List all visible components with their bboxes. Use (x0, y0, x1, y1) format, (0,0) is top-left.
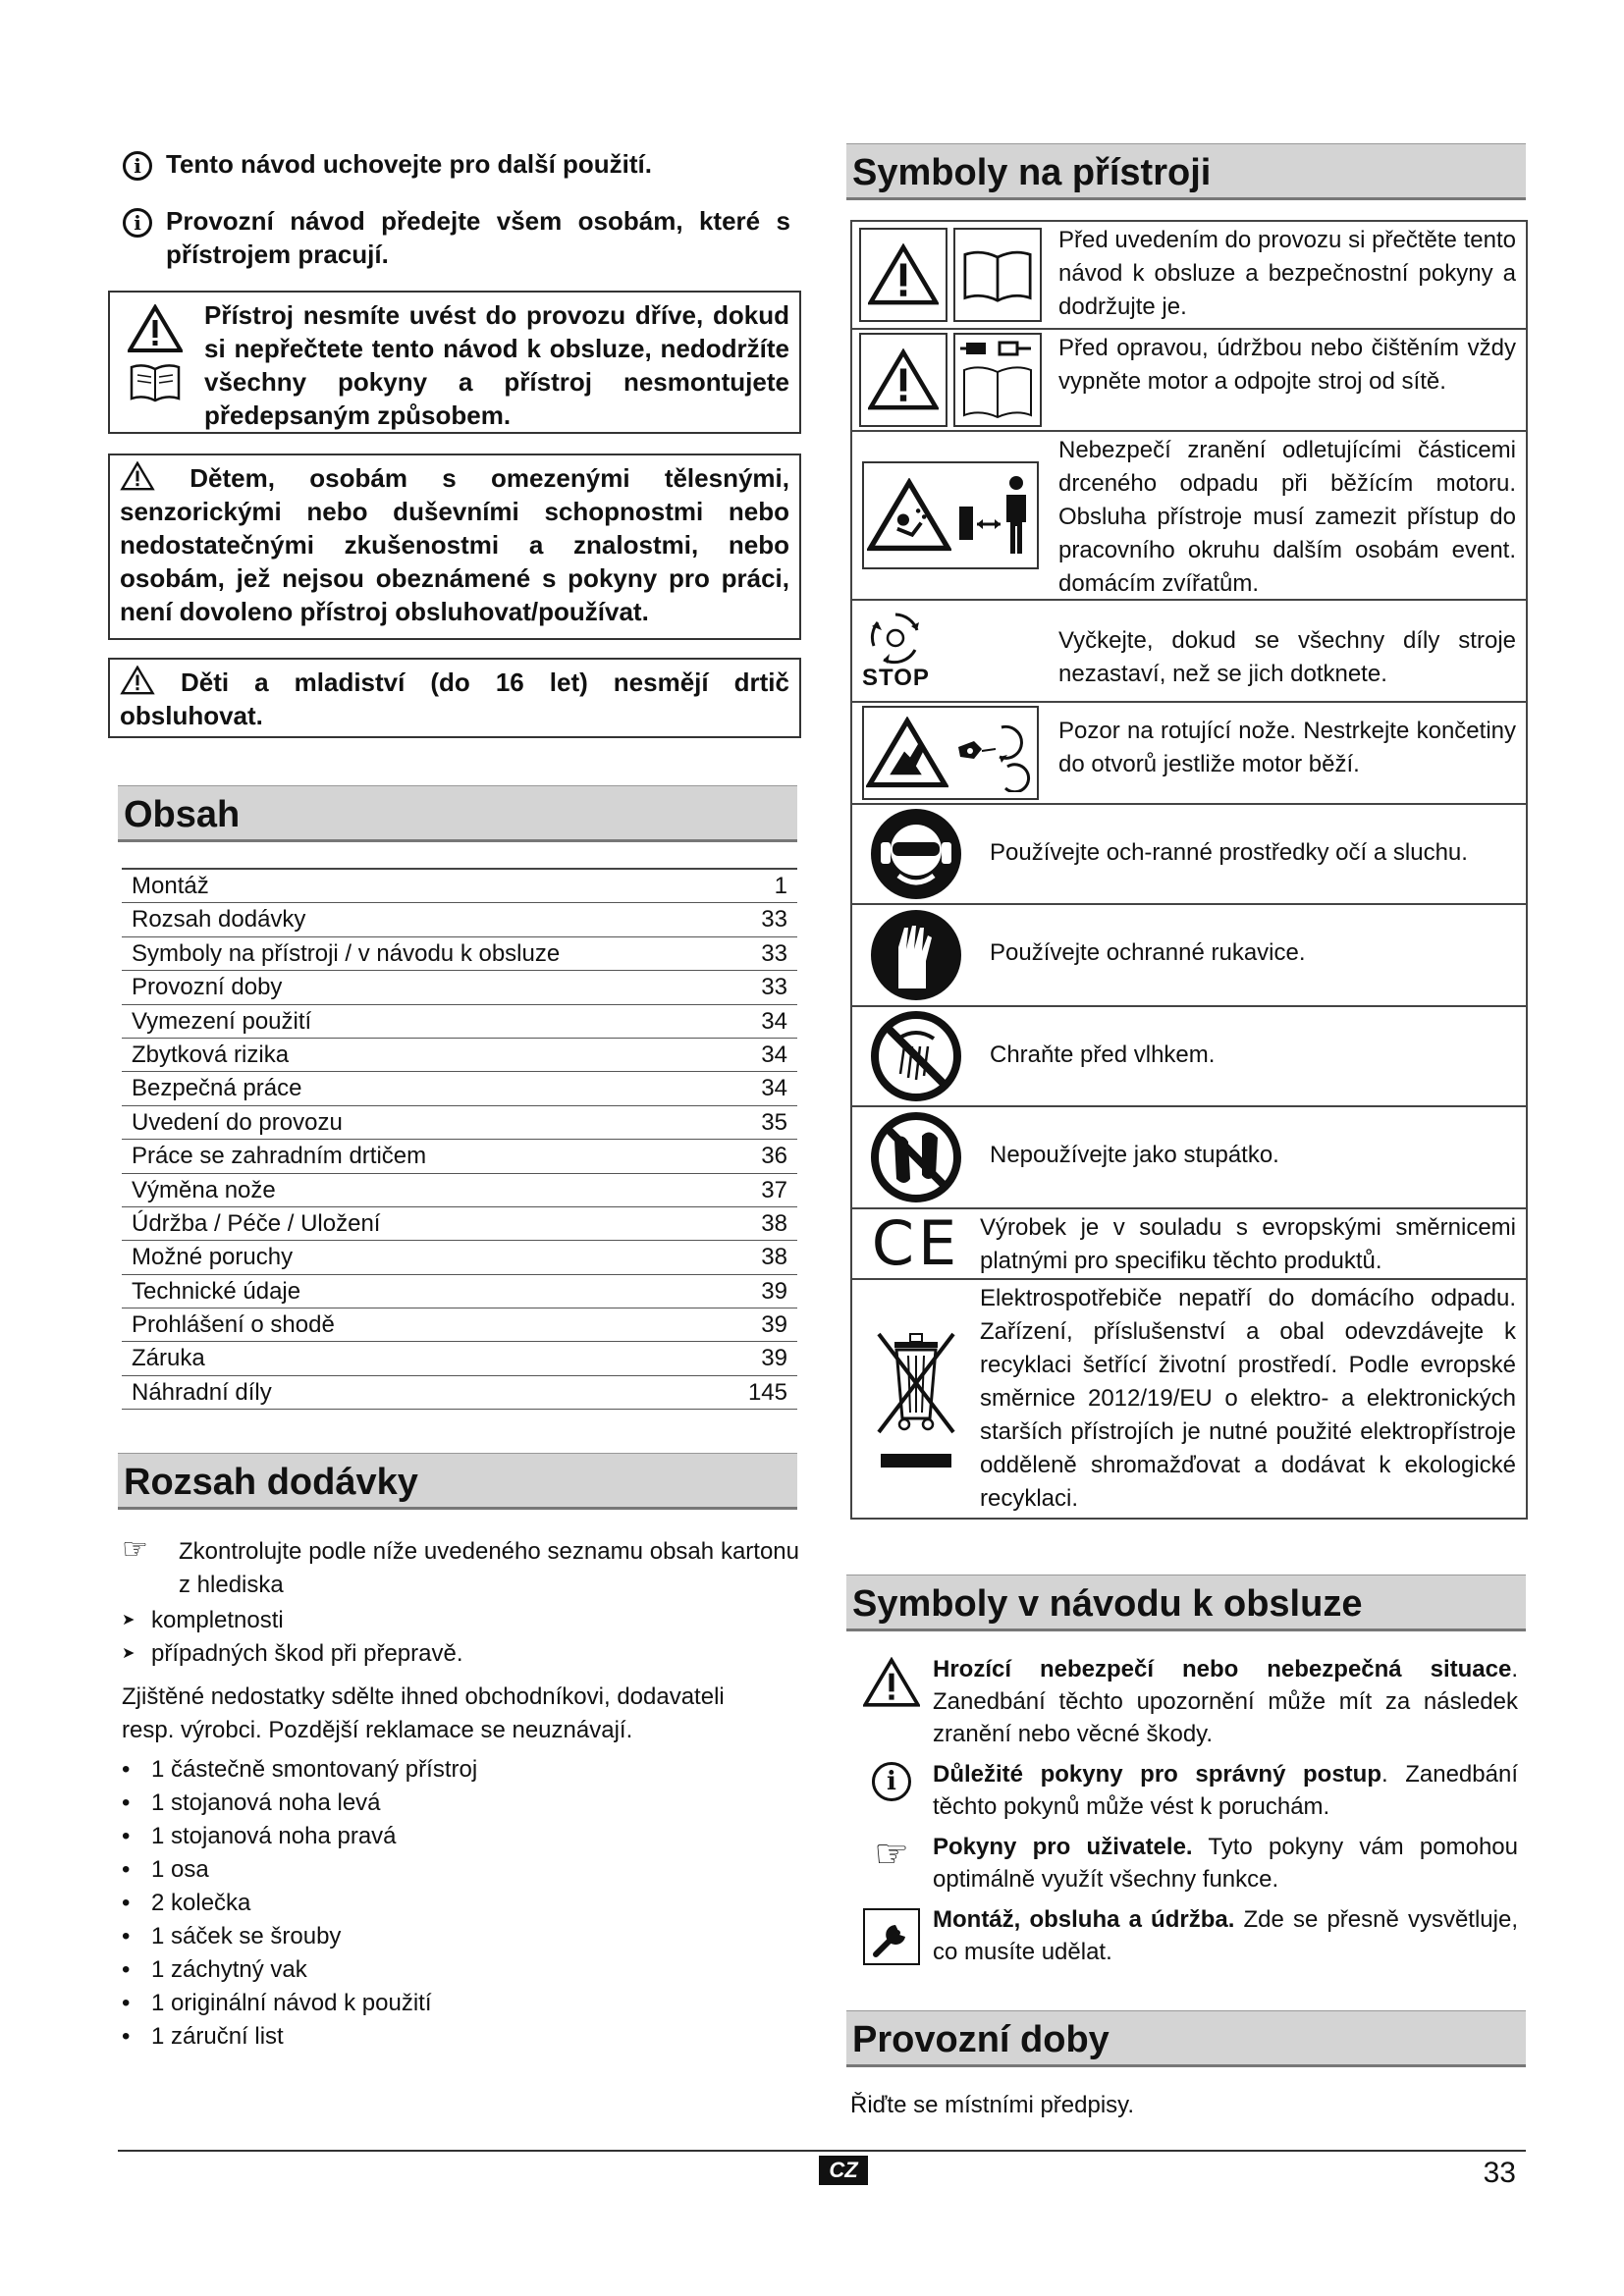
manual-symbol-user-tips: ☞ Pokyny pro uživatele. Tyto pokyny vám pomohou optimálně využít všechny funkce. (850, 1831, 1518, 1896)
symbols-device-table (850, 220, 1528, 1520)
toc-row[interactable]: Záruka 39 (122, 1342, 797, 1375)
toc-row[interactable]: Symboly na přístroji / v návodu k obsluze 33 (122, 937, 797, 971)
warning-triangle-icon (128, 304, 183, 353)
book-icon (128, 361, 183, 402)
warning-minors-text: Děti a mladiství (do 16 let) nesmějí drtič obsluhovat. (120, 667, 789, 730)
toc-row[interactable]: Provozní doby 33 (122, 971, 797, 1004)
symbol-row-moisture: Chraňte před vlhkem. (852, 1007, 1526, 1107)
flying-debris-warning-icon (867, 478, 951, 553)
list-item: • 1 záruční list (122, 2023, 284, 2050)
gloves-icon (869, 908, 963, 1002)
symbol-row-wait-stop: STOP Vyčkejte, dokud se všechny díly stroje nezastaví, než se jich dotknete. (852, 601, 1526, 703)
toc-row[interactable]: Montáž 1 (122, 870, 797, 903)
footer-divider (118, 2150, 1526, 2152)
page-number: 33 (1483, 2157, 1516, 2189)
country-flag-badge: CZ (819, 2156, 868, 2185)
book-icon (959, 246, 1036, 303)
manual-symbol-assembly: Montáž, obsluha a údržba. Zde se přesně vysvětluje, co musíte udělat. (850, 1903, 1518, 1968)
pointing-hand-icon: ☞ (874, 1833, 909, 1876)
list-item: • 1 stojanová noha pravá (122, 1823, 397, 1849)
list-item: ➤ kompletnosti (122, 1604, 789, 1637)
symbol-row-read-manual: Před uvedením do provozu si přečtěte tento návod k obsluze a bezpečnostní pokyny a dodržujte je. (852, 222, 1526, 330)
symbols-manual-list (850, 1653, 1518, 1976)
pointing-hand-icon: ☞ (122, 1533, 148, 1566)
warning-children-persons-text: Dětem, osobám s omezenými tělesnými, senzorickými nebo duševními schopnostmi nebo nedostatečnými zkušenostmi a znalostmi, nebo osobám, jež nejsou obeznámené s pokyny pro práci, není dovoleno přístroj obsluhovat/používat. (120, 463, 789, 626)
section-heading-symbols-manual: Symboly v návodu k obsluze (846, 1575, 1526, 1631)
keep-distance-person-icon (955, 471, 1034, 560)
stop-label: STOP (862, 665, 930, 691)
note-pass-manual: i Provozní návod předejte všem osobám, které s přístrojem pracují. (123, 204, 790, 271)
section-heading-obsah: Obsah (118, 785, 797, 842)
section-heading-provozni-doby: Provozní doby (846, 2010, 1526, 2067)
delivery-items-list (122, 1753, 789, 2054)
symbol-row-no-step: Nepoužívejte jako stupátko. (852, 1107, 1526, 1209)
toc-row[interactable]: Technické údaje 39 (122, 1275, 797, 1308)
info-icon: i (123, 151, 152, 181)
list-item: • 1 částečně smontovaný přístroj (122, 1756, 478, 1783)
list-item: • 1 originální návod k použití (122, 1990, 432, 2016)
symbol-row-unplug: Před opravou, údržbou nebo čištěním vždy vypněte motor a odpojte stroj od sítě. (852, 330, 1526, 432)
note-keep-manual: i Tento návod uchovejte pro další použití. (123, 147, 790, 181)
symbol-row-rotating-blades: Pozor na rotující nože. Nestrkejte končetiny do otvorů jestliže motor běží. (852, 703, 1526, 805)
warning-triangle-icon (868, 243, 939, 306)
list-item: • 1 stojanová noha levá (122, 1789, 381, 1816)
toc-row[interactable]: Zbytková rizika 34 (122, 1039, 797, 1072)
toc-row[interactable]: Uvedení do provozu 35 (122, 1106, 797, 1140)
section-heading-symbols-device: Symboly na přístroji (846, 143, 1526, 200)
list-item: • 1 sáček se šrouby (122, 1923, 342, 1949)
warning-triangle-icon (863, 1657, 920, 1708)
toc-row[interactable]: Prohlášení o shodě 39 (122, 1308, 797, 1342)
rozsah-check-intro: ☞ Zkontrolujte podle níže uvedeného seznamu obsah kartonu z hlediska (122, 1535, 799, 1602)
symbol-row-gloves: Používejte ochranné rukavice. (852, 905, 1526, 1007)
warning-triangle-icon (120, 461, 155, 491)
toc-row[interactable]: Bezpečná práce 34 (122, 1072, 797, 1105)
table-of-contents (122, 868, 797, 1410)
manual-symbol-important: i Důležité pokyny pro správný postup. Zanedbání těchto pokynů může vést k poruchám. (850, 1758, 1518, 1823)
toc-row[interactable]: Náhradní díly 145 (122, 1376, 797, 1410)
symbol-row-flying-particles: Nebezpečí zranění odletujícími částicemi drceného odpadu při běžícím motoru. Obsluha přístroje musí zamezit přístup do pracovního okruhu dalším osobám event. domácím zvířatům. (852, 432, 1526, 601)
list-item: • 2 kolečka (122, 1890, 251, 1916)
rozsah-paragraph: Zjištěné nedostatky sdělte ihned obchodníkovi, dodavateli resp. výrobci. Pozdější reklamace se neuznávají. (122, 1683, 725, 1743)
rotating-blade-icon (864, 611, 927, 666)
info-icon: i (123, 208, 152, 238)
symbol-row-ce: CE Výrobek je v souladu s evropskými směrnicemi platnými pro specifiku těchto produktů. (852, 1209, 1526, 1280)
warning-triangle-icon (868, 348, 939, 411)
warning-box-children-persons (108, 454, 801, 640)
manual-symbol-danger: Hrozící nebezpečí nebo nebezpečná situace. Zanedbání těchto upozornění může mít za následek zranění nebo věcné škody. (850, 1653, 1518, 1750)
warning-box-minors (108, 658, 801, 738)
list-item: • 1 záchytný vak (122, 1956, 307, 1983)
warning-box-read-manual: Přístroj nesmíte uvést do provozu dříve, dokud si nepřečtete tento návod k obsluze, nedodržíte všechny pokyny a přístroj nesmontujete předepsaným způsobem. (108, 291, 801, 434)
info-icon: i (872, 1762, 911, 1801)
wrench-icon (862, 1907, 921, 1966)
no-step-icon (869, 1110, 963, 1204)
section-heading-rozsah: Rozsah dodávky (118, 1453, 797, 1510)
hand-cut-warning-icon (866, 717, 948, 789)
ce-mark-icon: CE (871, 1207, 961, 1279)
no-moisture-icon (869, 1009, 963, 1103)
toc-row[interactable]: Práce se zahradním drtičem 36 (122, 1140, 797, 1173)
crossed-bin-icon (869, 1320, 963, 1477)
eye-ear-protection-icon (869, 807, 963, 901)
toc-row[interactable]: Výměna nože 37 (122, 1174, 797, 1207)
list-item: • 1 osa (122, 1856, 209, 1883)
toc-row[interactable]: Vymezení použití 34 (122, 1005, 797, 1039)
warning-triangle-icon (120, 666, 155, 695)
unplug-manual-icon (958, 337, 1037, 423)
arrow-bullet-icon: ➤ (122, 1612, 135, 1629)
symbol-row-weee: Elektrospotřebiče nepatří do domácího odpadu. Zařízení, příslušenství a obal odevzdávejte k recyklaci šetřící životní prostředí. Podle evropské směrnice 2012/19/EU o elektro- a elektronických starších přístrojích je nutné použité elektropřístroje odděleně shromažďovat a dodávat k ekologické recyklaci. (852, 1280, 1526, 1518)
toc-row[interactable]: Údržba / Péče / Uložení 38 (122, 1207, 797, 1241)
toc-row[interactable]: Možné poruchy 38 (122, 1241, 797, 1274)
provozni-doby-text: Řiďte se místními předpisy. (850, 2092, 1135, 2118)
arrow-bullet-icon: ➤ (122, 1645, 135, 1662)
rotating-blade-hand-icon (952, 714, 1035, 792)
list-item: ➤ případných škod při přepravě. (122, 1637, 789, 1671)
symbol-row-eye-ear-protection: Používejte och-ranné prostředky očí a sluchu. (852, 805, 1526, 905)
toc-row[interactable]: Rozsah dodávky 33 (122, 903, 797, 936)
